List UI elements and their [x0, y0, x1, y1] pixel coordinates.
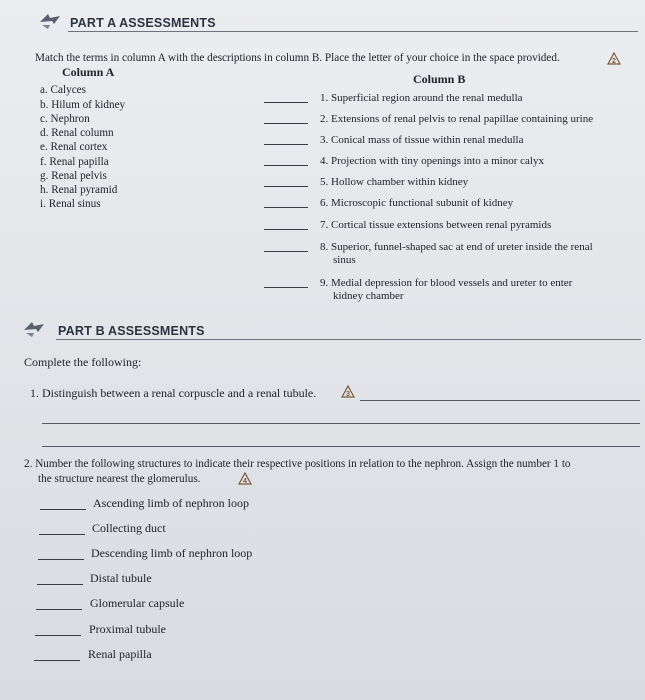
recycle-arrow-icon: [38, 10, 64, 30]
answer-blank-4[interactable]: [264, 165, 308, 166]
column-b-item-9: 9. Medial depression for blood vessels and ureter to enter: [320, 277, 573, 289]
part-b-intro: Complete the following:: [24, 355, 142, 369]
part-a-header: PART A ASSESSMENTS: [70, 16, 216, 30]
column-a-item: a. Calyces: [40, 84, 86, 96]
number-blank[interactable]: [38, 559, 84, 560]
column-b-item-1: 1. Superficial region around the renal medulla: [320, 92, 523, 104]
number-blank[interactable]: [34, 660, 80, 661]
answer-line[interactable]: [42, 423, 640, 424]
question-2: 2. Number the following structures to indicate their respective positions in relation to the nephron. Assign the number 1 to: [24, 458, 571, 470]
column-a-item: h. Renal pyramid: [40, 184, 118, 196]
column-a-item: e. Renal cortex: [40, 141, 108, 153]
answer-blank-5[interactable]: [264, 186, 308, 187]
column-b-item-2: 2. Extensions of renal pelvis to renal papillae containing urine: [320, 113, 594, 125]
svg-text:3: 3: [346, 391, 350, 398]
answer-blank-8[interactable]: [264, 251, 308, 252]
answer-blank-1[interactable]: [264, 102, 308, 103]
question-2-cont: the structure nearest the glomerulus.: [38, 473, 201, 485]
difficulty-badge-icon: [341, 385, 355, 398]
column-a-item: b. Hilum of kidney: [40, 99, 126, 111]
answer-line[interactable]: [42, 446, 640, 447]
answer-blank-6[interactable]: [264, 207, 308, 208]
column-b-item-4: 4. Projection with tiny openings into a minor calyx: [320, 155, 544, 167]
number-blank[interactable]: [39, 534, 85, 535]
column-a-item: g. Renal pelvis: [40, 170, 107, 182]
column-b-item-8-cont: sinus: [333, 254, 356, 266]
column-b-item-9-cont: kidney chamber: [333, 290, 404, 302]
column-b-item-5: 5. Hollow chamber within kidney: [320, 176, 469, 188]
part-b-header-rule: [56, 339, 641, 340]
answer-blank-3[interactable]: [264, 144, 308, 145]
answer-blank-9[interactable]: [264, 287, 308, 288]
number-blank[interactable]: [36, 609, 82, 610]
column-b-item-8: 8. Superior, funnel-shaped sac at end of ureter inside the renal: [320, 241, 593, 253]
column-b-item-3: 3. Conical mass of tissue within renal medulla: [320, 134, 524, 146]
svg-text:2: 2: [612, 58, 616, 65]
part-b-header: PART B ASSESSMENTS: [58, 324, 205, 338]
part-a-instructions: Match the terms in column A with the descriptions in column B. Place the letter of your choice in the space provided.: [35, 52, 560, 64]
structure-item: Renal papilla: [88, 647, 152, 661]
answer-blank-2[interactable]: [264, 123, 308, 124]
column-a-item: f. Renal papilla: [40, 156, 109, 168]
recycle-arrow-icon: [22, 318, 48, 338]
number-blank[interactable]: [40, 509, 86, 510]
column-a-item: c. Nephron: [40, 113, 90, 125]
answer-line[interactable]: [360, 400, 640, 401]
answer-blank-7[interactable]: [264, 229, 308, 230]
structure-item: Ascending limb of nephron loop: [93, 496, 249, 510]
column-a-title: Column A: [62, 65, 115, 79]
column-a-item: i. Renal sinus: [40, 198, 101, 210]
structure-item: Descending limb of nephron loop: [91, 546, 253, 560]
column-b-item-6: 6. Microscopic functional subunit of kidney: [320, 197, 514, 209]
structure-item: Proximal tubule: [89, 622, 166, 636]
column-b-title: Column B: [413, 72, 466, 86]
svg-text:4: 4: [243, 478, 247, 485]
part-a-header-rule: [68, 31, 638, 32]
structure-item: Glomerular capsule: [90, 596, 185, 610]
structure-item: Distal tubule: [90, 571, 152, 585]
difficulty-badge-icon: [607, 52, 621, 65]
column-b-item-7: 7. Cortical tissue extensions between renal pyramids: [320, 219, 552, 231]
structure-item: Collecting duct: [92, 521, 166, 535]
difficulty-badge-icon: [238, 472, 252, 485]
question-1: 1. Distinguish between a renal corpuscle and a renal tubule.: [30, 386, 317, 400]
column-a-item: d. Renal column: [40, 127, 114, 139]
number-blank[interactable]: [35, 635, 81, 636]
number-blank[interactable]: [37, 584, 83, 585]
